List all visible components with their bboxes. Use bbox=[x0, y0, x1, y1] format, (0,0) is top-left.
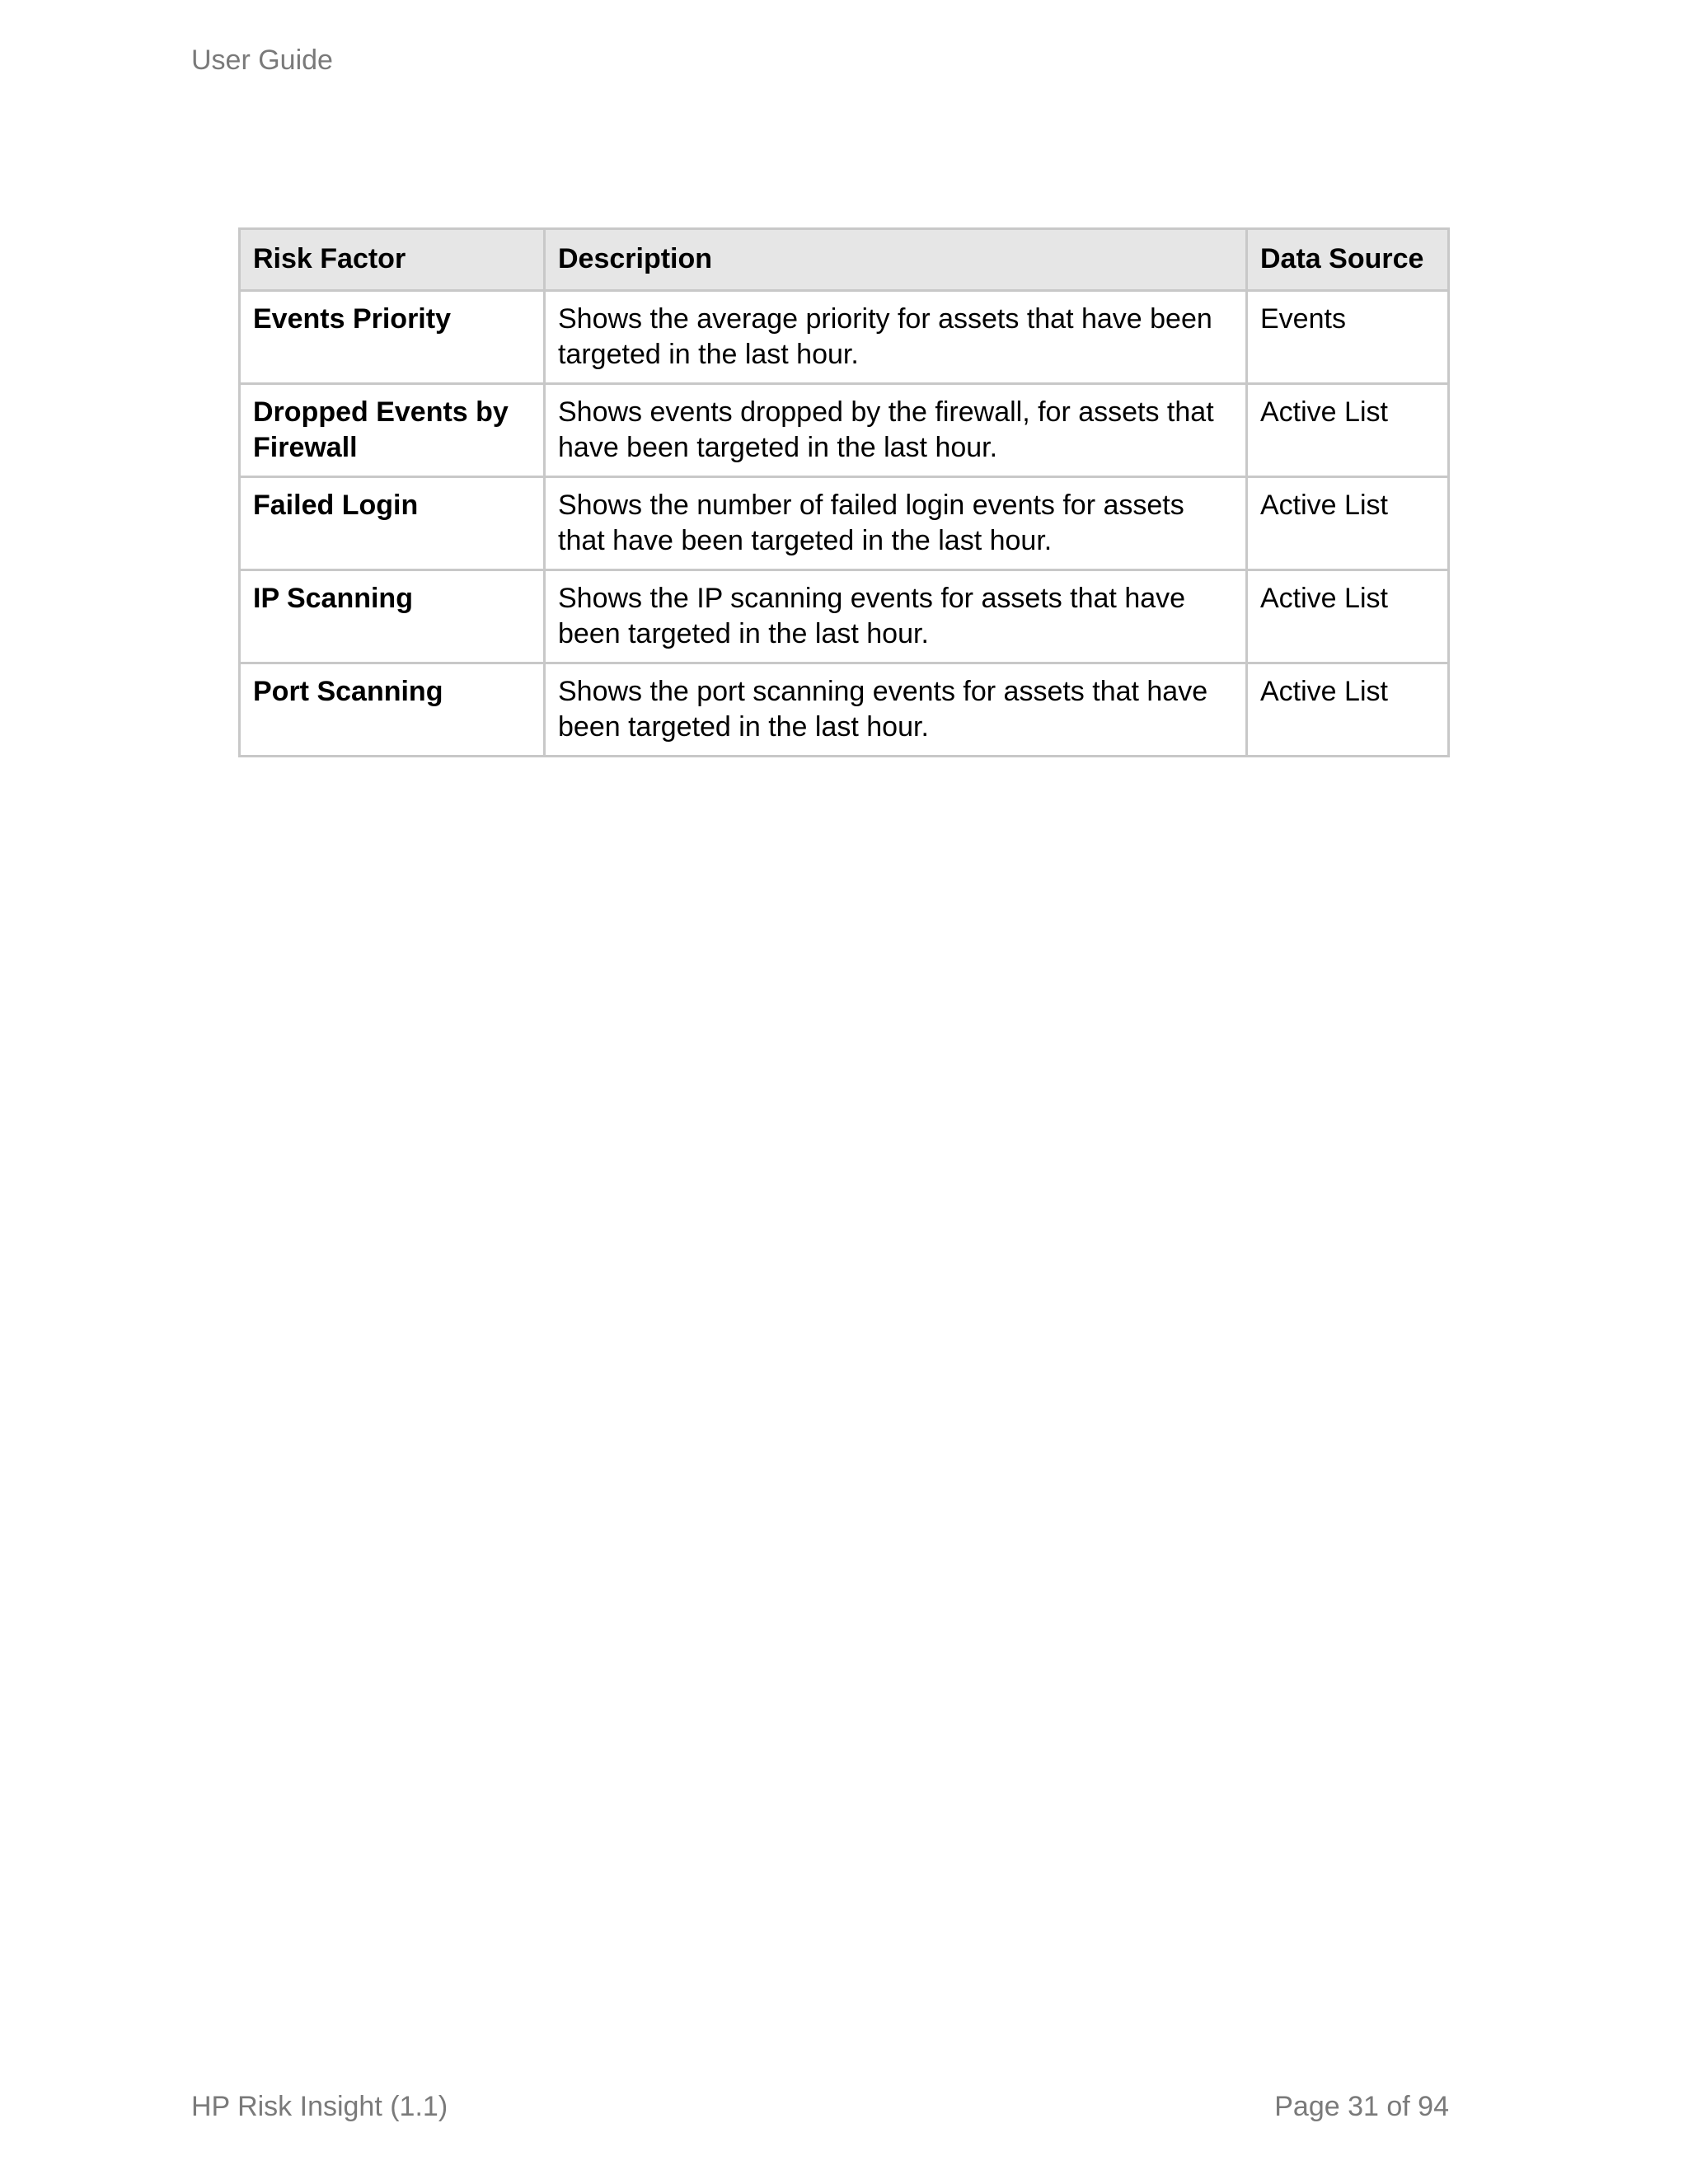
description-cell: Shows the number of failed login events for assets that have been targeted in the last hour. bbox=[545, 477, 1247, 570]
risk-factor-cell: Events Priority bbox=[240, 291, 545, 384]
risk-factor-table bbox=[238, 227, 1450, 757]
data-source-cell: Active List bbox=[1247, 663, 1449, 757]
running-header: User Guide bbox=[191, 45, 333, 76]
table-row bbox=[240, 291, 1449, 384]
risk-factor-cell: IP Scanning bbox=[240, 570, 545, 663]
data-source-cell: Active List bbox=[1247, 477, 1449, 570]
data-source-cell: Active List bbox=[1247, 384, 1449, 477]
description-cell: Shows the IP scanning events for assets that have been targeted in the last hour. bbox=[545, 570, 1247, 663]
table-header-row bbox=[240, 229, 1449, 291]
risk-factor-cell: Port Scanning bbox=[240, 663, 545, 757]
description-cell: Shows the port scanning events for assets that have been targeted in the last hour. bbox=[545, 663, 1247, 757]
column-header-description: Description bbox=[545, 229, 1247, 291]
data-source-cell: Events bbox=[1247, 291, 1449, 384]
risk-factor-cell: Dropped Events by Firewall bbox=[240, 384, 545, 477]
footer-page-number: Page 31 of 94 bbox=[1274, 2091, 1449, 2122]
table-row bbox=[240, 570, 1449, 663]
table-row bbox=[240, 477, 1449, 570]
table-row bbox=[240, 384, 1449, 477]
risk-factor-cell: Failed Login bbox=[240, 477, 545, 570]
column-header-data-source: Data Source bbox=[1247, 229, 1449, 291]
table-row bbox=[240, 663, 1449, 757]
footer-product-name: HP Risk Insight (1.1) bbox=[191, 2091, 448, 2122]
description-cell: Shows the average priority for assets that have been targeted in the last hour. bbox=[545, 291, 1247, 384]
description-cell: Shows events dropped by the firewall, for assets that have been targeted in the last hour. bbox=[545, 384, 1247, 477]
data-source-cell: Active List bbox=[1247, 570, 1449, 663]
column-header-risk-factor: Risk Factor bbox=[240, 229, 545, 291]
